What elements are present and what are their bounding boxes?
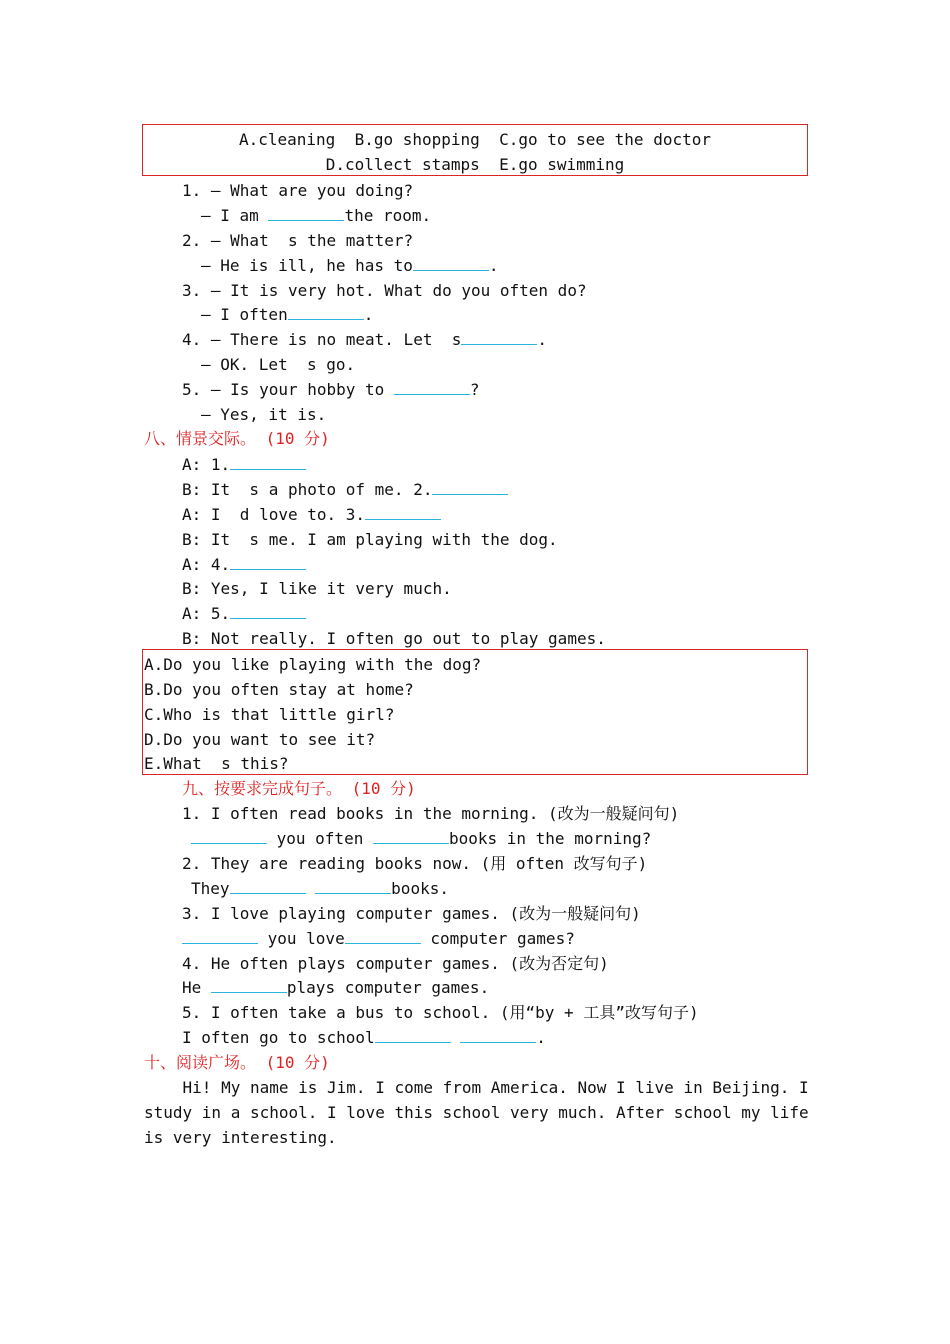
s8-line-3 xyxy=(182,505,441,525)
s7-q4-post: . xyxy=(537,330,547,349)
word-bank-row-2: D.collect stamps E.go swimming xyxy=(325,155,625,174)
s9-q1-post: books in the morning? xyxy=(448,829,652,848)
s8-line-5 xyxy=(182,555,306,575)
answer-blank[interactable] xyxy=(461,330,537,345)
option-e: E.What s this? xyxy=(144,754,289,773)
s7-q5-answer: — Yes, it is. xyxy=(201,405,327,424)
s8-line-1-text: A: 1. xyxy=(182,455,231,474)
s8-line-2 xyxy=(182,480,508,500)
answer-blank[interactable] xyxy=(432,480,508,495)
s7-q1-pre: — I am xyxy=(201,206,269,225)
word-bank-row-1: A.cleaning B.go shopping C.go to see the doctor xyxy=(238,130,711,149)
s9-q3-answer xyxy=(182,929,575,949)
s7-q4-question xyxy=(182,330,547,350)
s7-q1-post: the room. xyxy=(344,206,432,225)
section-9-heading: 九、按要求完成句子。 (10 分) xyxy=(182,779,416,798)
s7-q2-pre: — He is ill, he has to xyxy=(201,256,413,275)
s9-q4: 4. He often plays computer games. (改为否定句) xyxy=(182,954,609,973)
s9-q5: 5. I often take a bus to school. (用“by + 工具”改写句子) xyxy=(182,1003,699,1022)
s7-q5-pre: 5. — Is your hobby to xyxy=(182,380,394,399)
s8-line-3-text: A: I d love to. 3. xyxy=(182,505,366,524)
s7-q2-post: . xyxy=(488,256,499,275)
s9-q5-post: . xyxy=(536,1028,546,1047)
option-b: B.Do you often stay at home? xyxy=(144,680,414,699)
option-a: A.Do you like playing with the dog? xyxy=(144,655,482,674)
s7-q3-post: . xyxy=(363,305,374,324)
s9-q1-mid: you often xyxy=(267,829,373,848)
s9-q4-post: plays computer games. xyxy=(286,978,490,997)
option-c: C.Who is that little girl? xyxy=(144,705,395,724)
s7-q3-question: 3. — It is very hot. What do you often do? xyxy=(182,281,587,300)
answer-blank[interactable] xyxy=(268,206,344,221)
s9-q2-pre: They xyxy=(191,879,230,898)
s9-q2-post: books. xyxy=(391,879,449,898)
answer-blank[interactable] xyxy=(230,879,306,894)
s8-line-2-text: B: It s a photo of me. 2. xyxy=(182,480,433,499)
answer-blank[interactable] xyxy=(211,978,287,993)
answer-blank[interactable] xyxy=(230,555,306,570)
s7-q1-answer xyxy=(201,206,431,226)
s9-q3-mid: you love xyxy=(258,929,345,948)
answer-blank[interactable] xyxy=(288,305,364,320)
s9-q2-answer xyxy=(191,879,449,899)
s8-line-4: B: It s me. I am playing with the dog. xyxy=(182,530,558,549)
s7-q2-answer xyxy=(201,256,499,276)
section-8-heading: 八、情景交际。 (10 分) xyxy=(144,429,330,448)
answer-blank[interactable] xyxy=(460,1028,536,1043)
option-d: D.Do you want to see it? xyxy=(144,730,376,749)
s8-line-7-text: A: 5. xyxy=(182,604,231,623)
s7-q4-pre: 4. — There is no meat. Let s xyxy=(182,330,462,349)
s9-q4-pre: He xyxy=(182,978,211,997)
s7-q5-post: ? xyxy=(469,380,480,399)
s9-q1-answer xyxy=(191,829,651,849)
answer-blank[interactable] xyxy=(345,929,421,944)
answer-blank[interactable] xyxy=(394,380,470,395)
answer-blank[interactable] xyxy=(230,604,306,619)
s10-paragraph-line-2: study in a school. I love this school very much. After school my life xyxy=(144,1103,809,1122)
s9-q5-answer xyxy=(182,1028,546,1048)
s8-line-7 xyxy=(182,604,306,624)
s7-q3-pre: — I often xyxy=(201,305,288,324)
s9-q5-pre: I often go to school xyxy=(182,1028,375,1047)
answer-blank[interactable] xyxy=(191,829,267,844)
answer-blank[interactable] xyxy=(315,879,391,894)
answer-blank[interactable] xyxy=(413,256,489,271)
s7-q1-question: 1. — What are you doing? xyxy=(182,181,414,200)
answer-blank[interactable] xyxy=(365,505,441,520)
s7-q4-answer: — OK. Let s go. xyxy=(201,355,356,374)
s7-q3-answer xyxy=(201,305,373,325)
s9-q3-post: computer games? xyxy=(420,929,575,948)
s9-q1: 1. I often read books in the morning. (改为一般疑问句) xyxy=(182,804,680,823)
s10-paragraph-line-3: is very interesting. xyxy=(144,1128,337,1147)
answer-blank[interactable] xyxy=(230,455,306,470)
s9-q2: 2. They are reading books now. (用 often 改写句子) xyxy=(182,854,648,873)
s7-q5-question xyxy=(182,380,480,400)
answer-blank[interactable] xyxy=(373,829,449,844)
s8-line-8: B: Not really. I often go out to play games. xyxy=(182,629,606,648)
s8-line-6: B: Yes, I like it very much. xyxy=(182,579,452,598)
s9-q4-answer xyxy=(182,978,489,998)
section-10-heading: 十、阅读广场。 (10 分) xyxy=(144,1053,330,1072)
answer-blank[interactable] xyxy=(375,1028,451,1043)
s9-q3: 3. I love playing computer games. (改为一般疑问句) xyxy=(182,904,641,923)
s8-line-1 xyxy=(182,455,306,475)
s7-q2-question: 2. — What s the matter? xyxy=(182,231,414,250)
s8-line-5-text: A: 4. xyxy=(182,555,231,574)
s10-paragraph-line-1: Hi! My name is Jim. I come from America. Now I live in Beijing. I xyxy=(144,1078,809,1097)
answer-blank[interactable] xyxy=(182,929,258,944)
